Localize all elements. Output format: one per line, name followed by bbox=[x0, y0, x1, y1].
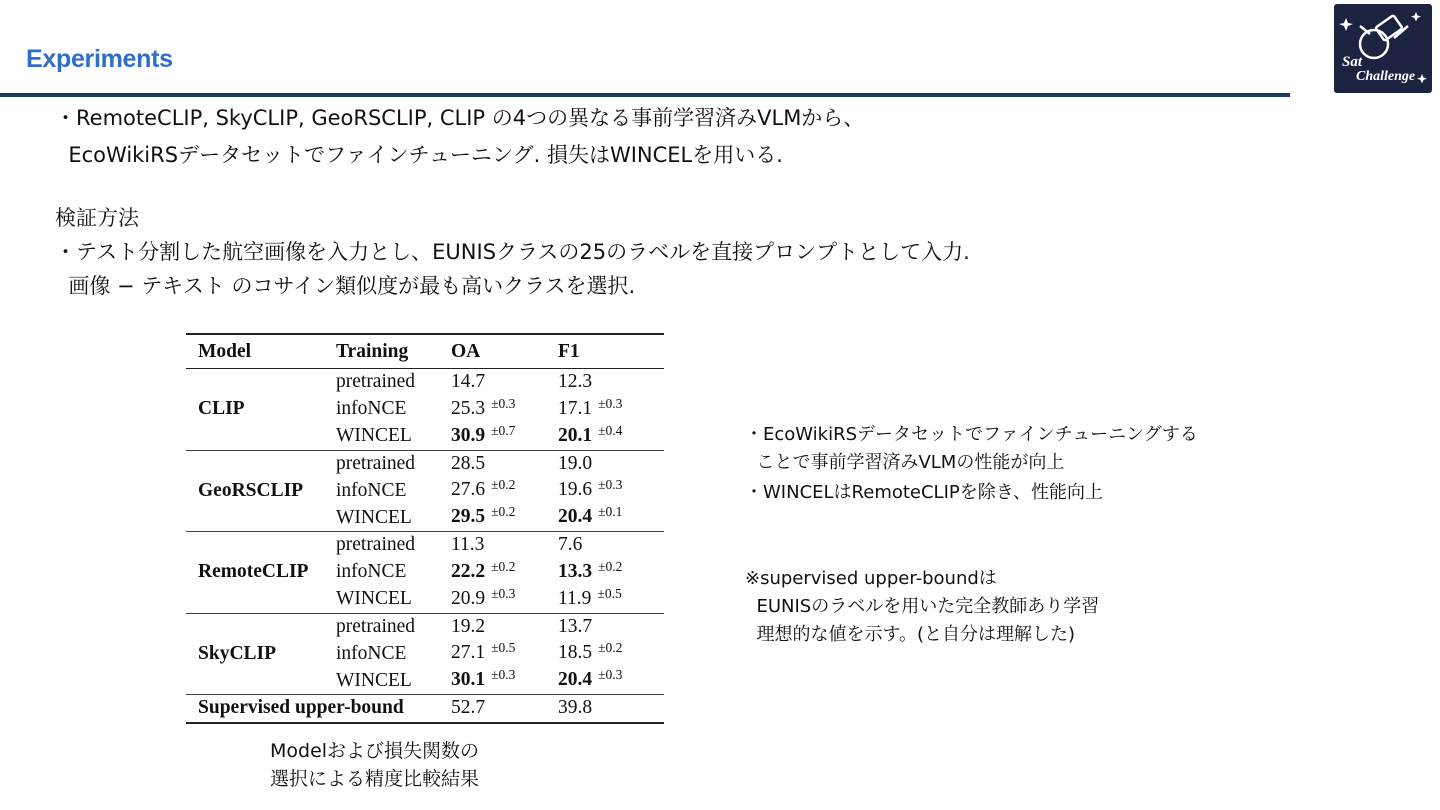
oa-cell bbox=[439, 369, 546, 396]
f1-cell bbox=[546, 613, 664, 640]
oa-cell bbox=[439, 613, 546, 640]
f1-cell bbox=[546, 423, 664, 451]
training-cell: WINCEL bbox=[336, 588, 412, 609]
note-supervised-3: 理想的な値を示す。(と自分は理解した) bbox=[745, 624, 1076, 645]
table-row bbox=[186, 613, 664, 640]
f1-cell-std: ±0.2 bbox=[598, 640, 623, 655]
f1-cell-value: 7.6 bbox=[558, 534, 583, 556]
title-underline bbox=[0, 93, 1290, 97]
f1-cell-value: 19.0 bbox=[558, 452, 593, 474]
bullet-vlm-list: ・RemoteCLIP, SkyCLIP, GeoRSCLIP, CLIP の4つの異なる事前学習済みVLMから、 bbox=[55, 106, 865, 130]
oa-cell-value: 19.2 bbox=[451, 615, 486, 637]
oa-cell bbox=[439, 423, 546, 451]
supervised-label-cell: Supervised upper-bound bbox=[198, 697, 404, 719]
note-wincel-improves: ・WINCELはRemoteCLIPを除き、性能向上 bbox=[745, 482, 1104, 503]
supervised-row bbox=[186, 695, 664, 723]
f1-cell-value: 20.1 bbox=[558, 424, 593, 446]
satellite-logo-icon bbox=[1334, 4, 1432, 93]
oa-cell bbox=[439, 559, 546, 586]
table-header-row bbox=[186, 334, 664, 369]
f1-cell-std: ±0.1 bbox=[598, 504, 623, 519]
oa-cell-value: 27.6 bbox=[451, 479, 486, 500]
oa-cell-std: ±0.3 bbox=[491, 585, 516, 601]
model-name-cell: SkyCLIP bbox=[198, 642, 277, 664]
caption-line-2: 選択による精度比較結果 bbox=[270, 768, 480, 790]
training-cell: infoNCE bbox=[336, 479, 407, 501]
f1-cell bbox=[546, 667, 664, 695]
oa-cell bbox=[439, 450, 546, 477]
slide-title: Experiments bbox=[26, 45, 173, 73]
oa-cell-value: 20.9 bbox=[451, 587, 486, 609]
f1-cell-value: 20.4 bbox=[558, 506, 593, 527]
col-header-oa: OA bbox=[451, 340, 481, 362]
table-row bbox=[186, 369, 664, 396]
f1-cell bbox=[546, 586, 664, 614]
f1-cell-value: 20.4 bbox=[558, 669, 593, 690]
supervised-f1-cell: 39.8 bbox=[558, 697, 593, 719]
oa-cell bbox=[439, 640, 546, 667]
bullet-cosine: 画像 − テキスト のコサイン類似度が最も高いクラスを選択. bbox=[55, 274, 636, 298]
col-header-training: Training bbox=[336, 340, 409, 362]
caption-line-1: Modelおよび損失関数の bbox=[270, 740, 480, 762]
f1-cell-value: 11.9 bbox=[558, 587, 592, 609]
oa-cell-value: 22.2 bbox=[451, 560, 486, 582]
oa-cell bbox=[439, 586, 546, 614]
f1-cell-std: ±0.3 bbox=[598, 477, 623, 492]
oa-cell-std: ±0.2 bbox=[491, 558, 516, 574]
training-cell: pretrained bbox=[336, 452, 416, 474]
col-header-f1: F1 bbox=[558, 340, 580, 362]
f1-cell bbox=[546, 396, 664, 423]
oa-cell bbox=[439, 477, 546, 504]
f1-cell bbox=[546, 640, 664, 667]
results-table bbox=[186, 333, 664, 724]
f1-cell bbox=[546, 477, 664, 504]
note-supervised-2: EUNISのラベルを用いた完全教師あり学習 bbox=[745, 596, 1100, 617]
oa-cell-value: 30.1 bbox=[451, 669, 486, 690]
model-name-cell: GeoRSCLIP bbox=[198, 479, 304, 501]
f1-cell-value: 19.6 bbox=[558, 479, 593, 500]
f1-cell bbox=[546, 450, 664, 477]
oa-cell-std: ±0.2 bbox=[491, 504, 516, 519]
oa-cell-std: ±0.3 bbox=[491, 667, 516, 682]
f1-cell bbox=[546, 504, 664, 532]
note-supervised-1: ※supervised upper-boundは bbox=[745, 568, 997, 589]
f1-cell-std: ±0.4 bbox=[598, 422, 623, 438]
col-header-model: Model bbox=[198, 340, 252, 362]
f1-cell bbox=[546, 369, 664, 396]
oa-cell bbox=[439, 667, 546, 695]
f1-cell-value: 13.7 bbox=[558, 615, 593, 637]
oa-cell-value: 11.3 bbox=[451, 534, 485, 556]
training-cell: WINCEL bbox=[336, 425, 412, 446]
training-cell: WINCEL bbox=[336, 669, 412, 691]
table-caption bbox=[270, 737, 479, 793]
oa-cell-value: 30.9 bbox=[451, 424, 486, 446]
training-cell: infoNCE bbox=[336, 398, 407, 419]
supervised-oa-cell: 52.7 bbox=[451, 697, 486, 719]
training-cell: pretrained bbox=[336, 371, 416, 393]
oa-cell-value: 29.5 bbox=[451, 506, 486, 527]
training-cell: pretrained bbox=[336, 615, 416, 637]
f1-cell-value: 13.3 bbox=[558, 560, 593, 582]
oa-cell-std: ±0.2 bbox=[491, 477, 516, 492]
oa-cell-value: 28.5 bbox=[451, 452, 486, 474]
oa-cell bbox=[439, 396, 546, 423]
training-cell: WINCEL bbox=[336, 506, 412, 528]
note-finetune-improves-2: ことで事前学習済みVLMの性能が向上 bbox=[745, 452, 1065, 473]
section-heading-validation: 検証方法 bbox=[55, 206, 139, 230]
oa-cell bbox=[439, 532, 546, 559]
training-cell: pretrained bbox=[336, 534, 416, 556]
f1-cell-std: ±0.2 bbox=[598, 558, 623, 574]
f1-cell bbox=[546, 559, 664, 586]
oa-cell-std: ±0.7 bbox=[491, 422, 516, 438]
training-cell: infoNCE bbox=[336, 561, 407, 582]
f1-cell-value: 17.1 bbox=[558, 397, 593, 419]
bullet-test-input: ・テスト分割した航空画像を入力とし、EUNISクラスの25のラベルを直接プロンプトとして入力. bbox=[55, 240, 970, 264]
f1-cell-std: ±0.3 bbox=[598, 667, 623, 682]
oa-cell-std: ±0.5 bbox=[491, 640, 516, 655]
f1-cell-std: ±0.3 bbox=[598, 395, 623, 411]
model-name-cell: RemoteCLIP bbox=[198, 561, 309, 583]
training-cell: infoNCE bbox=[336, 642, 407, 664]
f1-cell-std: ±0.5 bbox=[597, 585, 622, 601]
oa-cell-value: 27.1 bbox=[451, 642, 486, 663]
table-row bbox=[186, 450, 664, 477]
svg-text:Sat: Sat bbox=[1342, 54, 1363, 70]
svg-text:Challenge: Challenge bbox=[1356, 69, 1416, 84]
oa-cell bbox=[439, 504, 546, 532]
f1-cell-value: 18.5 bbox=[558, 642, 593, 663]
oa-cell-value: 14.7 bbox=[451, 371, 486, 393]
f1-cell bbox=[546, 532, 664, 559]
f1-cell-value: 12.3 bbox=[558, 371, 593, 393]
oa-cell-std: ±0.3 bbox=[491, 395, 516, 411]
oa-cell-value: 25.3 bbox=[451, 397, 486, 419]
bullet-finetune: EcoWikiRSデータセットでファインチューニング. 損失はWINCELを用いる. bbox=[55, 143, 783, 167]
note-finetune-improves-1: ・EcoWikiRSデータセットでファインチューニングする bbox=[745, 424, 1198, 445]
table-row bbox=[186, 532, 664, 559]
model-name-cell: CLIP bbox=[198, 398, 245, 420]
